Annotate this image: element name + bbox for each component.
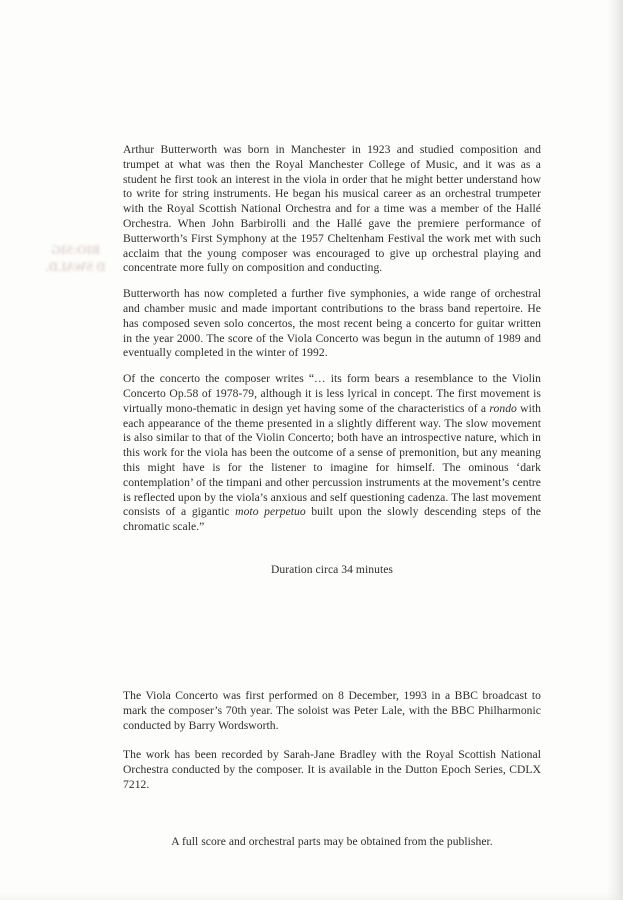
main-text-block: [123, 143, 541, 546]
duration-note: Duration circa 34 minutes: [271, 563, 393, 576]
paragraph-works: Butterworth has now completed a further five symphonies, a wide range of orchestral and chamber music and made important contributions to the brass band repertoire. He has composed seven solo concertos, the most recent being a concerto for guitar written in the year 2000. The score of the Viola Concerto was begun in the autumn of 1989 and eventually completed in the winter of 1992.: [123, 287, 541, 360]
paragraph-recording: The work has been recorded by Sarah-Jane Bradley with the Royal Scottish National Orchestra conducted by the composer. It is available in the Dutton Epoch Series, CDLX 7212.: [123, 748, 541, 791]
premiere-recording-block: [123, 689, 541, 808]
scan-bottom-shadow: [0, 892, 623, 900]
ghost-text-line: BIO:SIG: [51, 243, 100, 257]
show-through-ghost-text: [28, 242, 123, 275]
paragraph-composer-quote: Of the concerto the composer writes “… its form bears a resemblance to the Violin Concerto Op.58 of 1978-79, although it is less lyrical in concept. The first movement is virtually mono-thematic in design yet having some of the characteristics of a rondo with each appearance of the theme presented in a slightly different way. The slow movement is also similar to that of the Violin Concerto; both have an introspective nature, which in this work for the viola has been the outcome of a sense of premonition, but any meaning this might have is for the listener to imagine for himself. The ominous ‘dark contemplation’ of the timpani and other percussion instruments at the movement’s centre is reflected upon by the viola’s anxious and self questioning cadenza. The last movement consists of a gigantic moto perpetuo built upon the slowly descending steps of the chromatic scale.”: [123, 372, 541, 534]
paragraph-premiere: The Viola Concerto was first performed on 8 December, 1993 in a BBC broadcast to mark the composer’s 70th year. The soloist was Peter Lale, with the BBC Philharmonic conducted by Barry Wordsworth.: [123, 689, 541, 732]
scan-edge-shadow: [607, 0, 623, 900]
publisher-note: A full score and orchestral parts may be obtained from the publisher.: [171, 835, 493, 848]
paragraph-biography: Arthur Butterworth was born in Manchester in 1923 and studied composition and trumpet at what was then the Royal Manchester College of Music, and it was as a student he first took an interest in the viola in order that he might better understand how to write for string instruments. He began his musical career as an orchestral trumpeter with the Royal Scottish National Orchestra and for a time was a member of the Hallé Orchestra. When John Barbirolli and the Hallé gave the premiere performance of Butterworth’s First Symphony at the 1957 Cheltenham Festival the work met with such acclaim that the young composer was encouraged to give up orchestral playing and concentrate more fully on composition and conducting.: [123, 143, 541, 275]
ghost-text-line: D SWALD.: [45, 259, 106, 274]
